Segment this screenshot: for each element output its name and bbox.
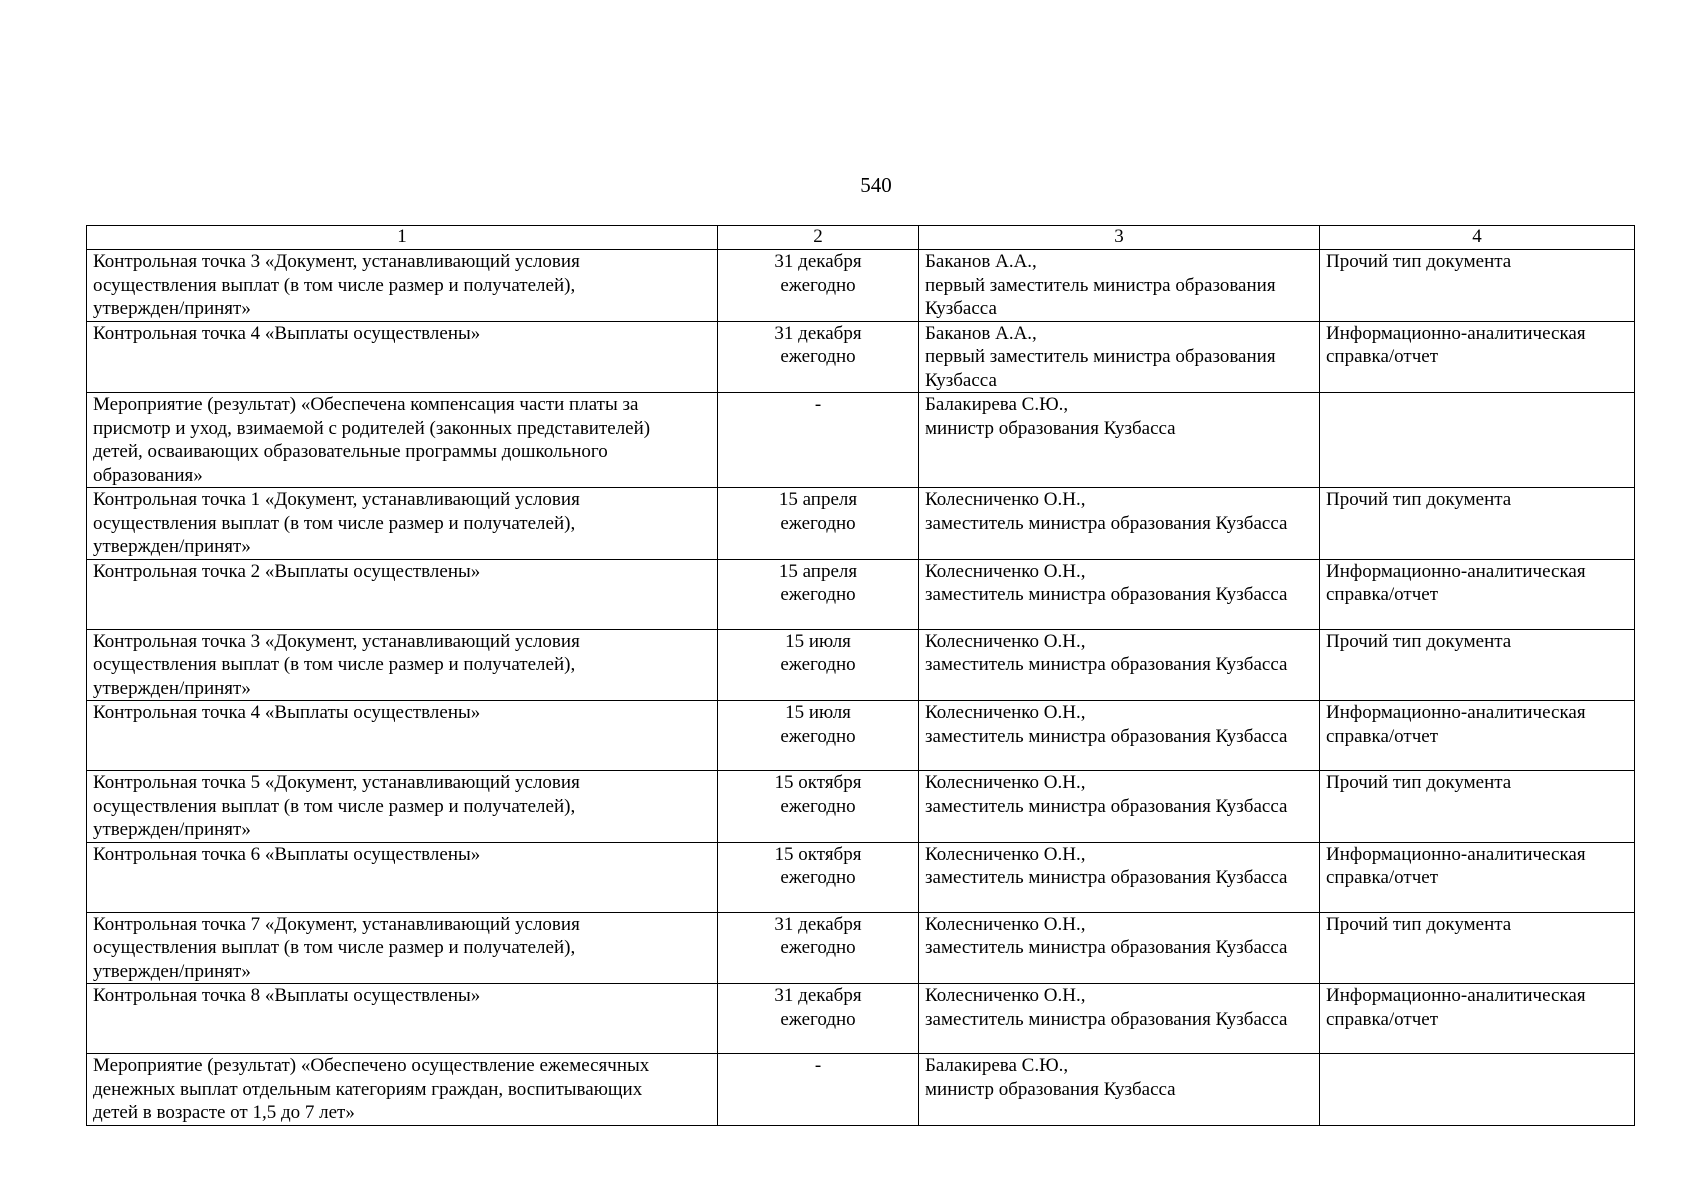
table-row — [87, 842, 1635, 912]
event-cell: Мероприятие (результат) «Обеспечена компенсация части платы за присмотр и уход, взимаемой с родителей (законных представителей) детей, осваивающих образовательные программы дошкольного образования» — [87, 393, 718, 488]
header-col-4: 4 — [1320, 226, 1635, 250]
event-cell: Контрольная точка 3 «Документ, устанавливающий условия осуществления выплат (в том числе размер и получателей), утвержден/принят» — [87, 250, 718, 322]
date-cell: 15 октября ежегодно — [718, 771, 919, 843]
event-cell: Контрольная точка 5 «Документ, устанавливающий условия осуществления выплат (в том числе размер и получателей), утвержден/принят» — [87, 771, 718, 843]
plan-table — [86, 225, 1635, 1126]
table-row — [87, 1054, 1635, 1126]
event-cell: Контрольная точка 3 «Документ, устанавливающий условия осуществления выплат (в том числе размер и получателей), утвержден/принят» — [87, 629, 718, 701]
header-row — [87, 226, 1635, 250]
responsible-cell: Колесниченко О.Н., заместитель министра образования Кузбасса — [919, 842, 1320, 912]
table-row — [87, 321, 1635, 393]
doc-type-cell: Прочий тип документа — [1320, 488, 1635, 560]
table-row — [87, 488, 1635, 560]
doc-type-cell — [1320, 1054, 1635, 1126]
responsible-cell: Балакирева С.Ю., министр образования Кузбасса — [919, 393, 1320, 488]
date-cell: 31 декабря ежегодно — [718, 912, 919, 984]
date-cell: 15 июля ежегодно — [718, 701, 919, 771]
doc-type-cell: Прочий тип документа — [1320, 771, 1635, 843]
table-row — [87, 984, 1635, 1054]
event-cell: Мероприятие (результат) «Обеспечено осуществление ежемесячных денежных выплат отдельным категориям граждан, воспитывающих детей в возрасте от 1,5 до 7 лет» — [87, 1054, 718, 1126]
responsible-cell: Колесниченко О.Н., заместитель министра образования Кузбасса — [919, 701, 1320, 771]
responsible-cell: Колесниченко О.Н., заместитель министра образования Кузбасса — [919, 488, 1320, 560]
responsible-cell: Баканов А.А., первый заместитель министра образования Кузбасса — [919, 250, 1320, 322]
date-cell: 15 июля ежегодно — [718, 629, 919, 701]
doc-type-cell: Прочий тип документа — [1320, 629, 1635, 701]
doc-type-cell: Прочий тип документа — [1320, 912, 1635, 984]
header-col-1: 1 — [87, 226, 718, 250]
date-cell: 31 декабря ежегодно — [718, 250, 919, 322]
header-col-2: 2 — [718, 226, 919, 250]
table-row — [87, 250, 1635, 322]
doc-type-cell: Информационно-аналитическая справка/отчет — [1320, 984, 1635, 1054]
date-cell: 31 декабря ежегодно — [718, 321, 919, 393]
responsible-cell: Баканов А.А., первый заместитель министра образования Кузбасса — [919, 321, 1320, 393]
doc-type-cell: Информационно-аналитическая справка/отчет — [1320, 701, 1635, 771]
table-row — [87, 629, 1635, 701]
page-number: 540 — [860, 173, 892, 197]
date-cell: 15 апреля ежегодно — [718, 488, 919, 560]
event-cell: Контрольная точка 4 «Выплаты осуществлены» — [87, 701, 718, 771]
doc-type-cell — [1320, 393, 1635, 488]
table-row — [87, 912, 1635, 984]
table-row — [87, 393, 1635, 488]
doc-type-cell: Прочий тип документа — [1320, 250, 1635, 322]
doc-type-cell: Информационно-аналитическая справка/отчет — [1320, 559, 1635, 629]
responsible-cell: Колесниченко О.Н., заместитель министра образования Кузбасса — [919, 912, 1320, 984]
responsible-cell: Колесниченко О.Н., заместитель министра образования Кузбасса — [919, 984, 1320, 1054]
date-cell: - — [718, 1054, 919, 1126]
doc-type-cell: Информационно-аналитическая справка/отчет — [1320, 321, 1635, 393]
doc-type-cell: Информационно-аналитическая справка/отчет — [1320, 842, 1635, 912]
date-cell: 15 апреля ежегодно — [718, 559, 919, 629]
event-cell: Контрольная точка 8 «Выплаты осуществлены» — [87, 984, 718, 1054]
date-cell: - — [718, 393, 919, 488]
table-row — [87, 771, 1635, 843]
responsible-cell: Колесниченко О.Н., заместитель министра образования Кузбасса — [919, 629, 1320, 701]
responsible-cell: Колесниченко О.Н., заместитель министра образования Кузбасса — [919, 771, 1320, 843]
date-cell: 31 декабря ежегодно — [718, 984, 919, 1054]
responsible-cell: Колесниченко О.Н., заместитель министра образования Кузбасса — [919, 559, 1320, 629]
date-cell: 15 октября ежегодно — [718, 842, 919, 912]
event-cell: Контрольная точка 2 «Выплаты осуществлены» — [87, 559, 718, 629]
event-cell: Контрольная точка 7 «Документ, устанавливающий условия осуществления выплат (в том числе размер и получателей), утвержден/принят» — [87, 912, 718, 984]
table-row — [87, 559, 1635, 629]
header-col-3: 3 — [919, 226, 1320, 250]
event-cell: Контрольная точка 6 «Выплаты осуществлены» — [87, 842, 718, 912]
table-row — [87, 701, 1635, 771]
event-cell: Контрольная точка 1 «Документ, устанавливающий условия осуществления выплат (в том числе размер и получателей), утвержден/принят» — [87, 488, 718, 560]
event-cell: Контрольная точка 4 «Выплаты осуществлены» — [87, 321, 718, 393]
responsible-cell: Балакирева С.Ю., министр образования Кузбасса — [919, 1054, 1320, 1126]
